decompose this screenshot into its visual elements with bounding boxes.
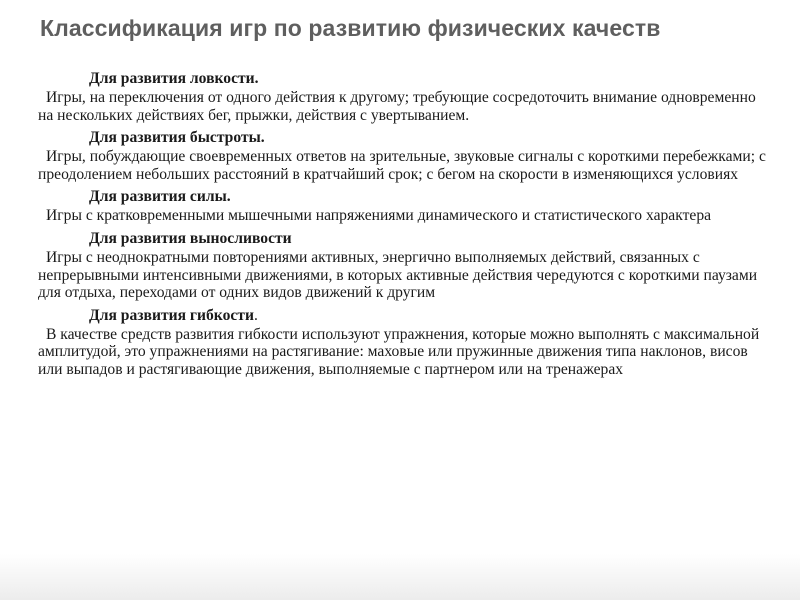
section-agility: [38, 69, 768, 126]
section-text: Игры, побуждающие своевременных ответов на зрительные, звуковые сигналы с короткими перебежками; с преодолением небольших расстояний в кратчайший срок; с бегом на скорости в изменяющихся условиях: [38, 148, 766, 183]
section-heading-text: Для развития выносливости: [89, 229, 292, 247]
section-heading-text: Для развития гибкости: [89, 306, 254, 324]
section-flexibility: [38, 306, 768, 381]
section-heading: [38, 128, 768, 148]
section-speed: [38, 128, 768, 185]
section-heading: [38, 69, 768, 89]
slide-title: Классификация игр по развитию физических качеств: [40, 15, 661, 41]
section-text: Игры, на переключения от одного действия к другому; требующие сосредоточить внимание одновременно на нескольких действиях бег, прыжки, действия с увертыванием.: [38, 89, 756, 124]
section-heading: [38, 187, 768, 207]
section-heading: [38, 306, 768, 326]
section-heading-trail: .: [253, 306, 258, 324]
section-strength: [38, 187, 768, 227]
section-text: В качестве средств развития гибкости используют упражнения, которые можно выполнять с максимальной амплитудой, это упражнениями на растягивание: маховые или пружинные движения типа наклонов, висов или выпадов и растягивающие движения, выполняемые с партнером или на тренажерах: [38, 325, 760, 378]
section-heading-text: Для развития силы.: [89, 188, 231, 206]
slide-content: [38, 67, 768, 381]
title-rule: [0, 56, 800, 57]
slide-footer-shadow: [0, 554, 800, 600]
section-text: Игры с неоднократными повторениями активных, энергично выполняемых действий, связанных с непрерывными интенсивными движениями, в которых активные действия чередуются с короткими паузами для отдыха, переходами от одних видов движений к другим: [38, 248, 758, 302]
section-text: Игры с кратковременными мышечными напряжениями динамического и статистического характера: [46, 207, 712, 225]
section-heading-text: Для развития ловкости.: [89, 70, 259, 87]
section-heading-text: Для развития быстроты.: [89, 129, 265, 147]
section-heading: [38, 229, 768, 249]
section-endurance: [38, 229, 768, 304]
